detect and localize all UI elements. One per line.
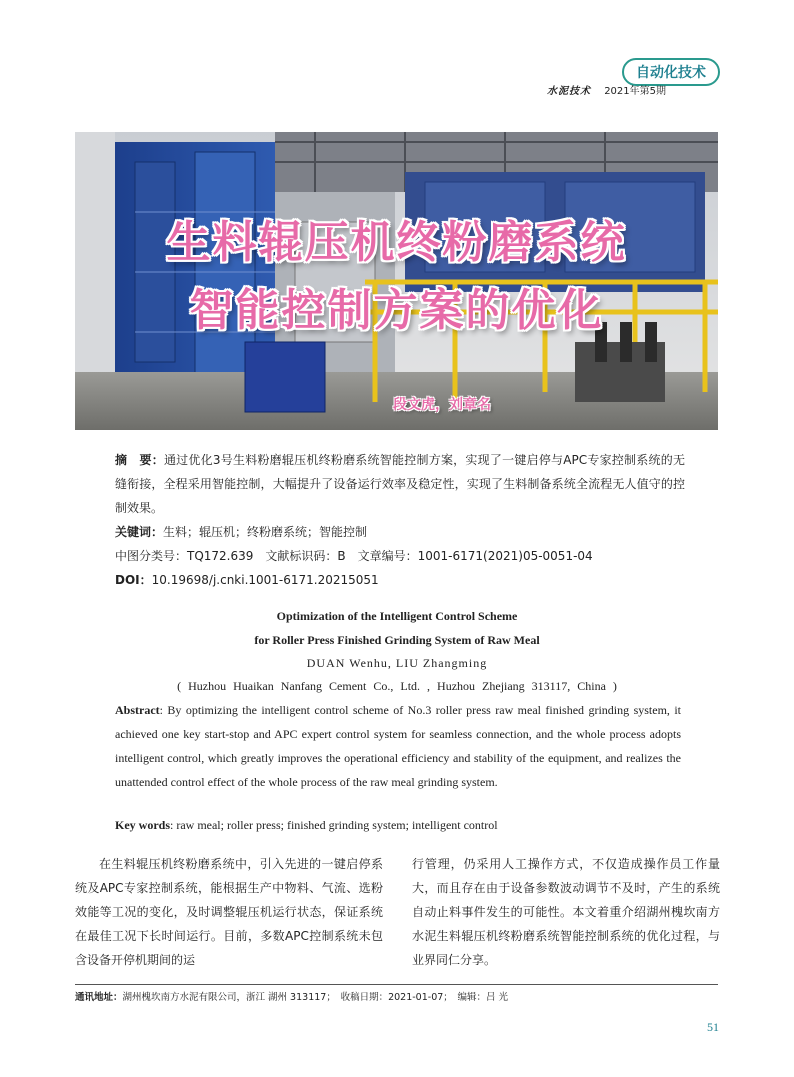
english-title-line-1: Optimization of the Intelligent Control Scheme <box>276 609 518 623</box>
doi-label: DOI： <box>115 573 152 587</box>
english-abstract-label: Abstract <box>115 703 160 717</box>
section-badge: 自动化技术 <box>622 58 720 86</box>
doi-link[interactable]: 10.19698/j.cnki.1001-6171.20215051 <box>151 573 379 587</box>
english-title-line-2: for Roller Press Finished Grinding System of Raw Meal <box>254 633 540 647</box>
english-keywords <box>115 818 498 833</box>
page-number: 51 <box>707 1020 719 1034</box>
footnote <box>75 989 508 1003</box>
doi-line <box>115 571 379 588</box>
english-affiliation: ( Huzhou Huaikan Nanfang Cement Co., Ltd. , Huzhou Zhejiang 313117, China ) <box>177 679 617 693</box>
body-column-right: 行管理，仍采用人工操作方式，不仅造成操作员工作量大，而且存在由于设备参数波动调节不及时，产生的系统自动止料事件发生的可能性。本文着重介绍湖州槐坎南方水泥生料辊压机终粉磨系统智能控制系统的优化过程，与业界同仁分享。 <box>412 857 720 967</box>
body-column-left: 在生料辊压机终粉磨系统中，引入先进的一键启停系统及APC专家控制系统，能根据生产中物料、气流、选粉效能等工况的变化，及时调整辊压机运行状态，保证系统在最佳工况下长时间运行。目前，多数APC控制系统未包含设备开停机期间的运 <box>75 857 383 967</box>
issue-label: 2021年第5期 <box>604 86 666 97</box>
article-title-line-1: 生料辊压机终粉磨系统 <box>166 217 627 268</box>
footnote-label: 通讯地址： <box>75 992 123 1003</box>
classification-text: 中图分类号：TQ172.639 文献标识码：B 文章编号：1001-6171(2021)05-0051-04 <box>115 549 593 563</box>
chinese-abstract <box>115 448 685 520</box>
journal-name: 水泥技术 <box>547 86 591 97</box>
chinese-keywords <box>115 523 367 540</box>
english-keywords-label: Key words <box>115 818 170 832</box>
english-keywords-text: : raw meal; roller press; finished grinding system; intelligent control <box>170 818 498 832</box>
footnote-divider <box>75 984 718 985</box>
cover-photo <box>75 132 718 430</box>
keywords-label: 关键词： <box>115 525 164 539</box>
article-title-line-2: 智能控制方案的优化 <box>189 285 604 336</box>
classification-line <box>115 547 593 564</box>
article-authors: 段文虎，刘章名 <box>393 397 491 413</box>
english-authors: DUAN Wenhu, LIU Zhangming <box>306 656 488 670</box>
running-header <box>547 82 666 97</box>
english-abstract-text: : By optimizing the intelligent control scheme of No.3 roller press raw meal finished grinding system, it achieved one key start-stop and APC expert control system for seamless connection, and the whole process adopts intelligent control, which greatly improves the operational efficiency and stability of the equipment, and realizes the unattended control effect of the whole process of the raw meal grinding system. <box>115 703 681 789</box>
footnote-text: 湖州槐坎南方水泥有限公司，浙江 湖州 313117； 收稿日期：2021-01-07； 编辑：吕 光 <box>122 992 509 1003</box>
keywords-text: 生料；辊压机；终粉磨系统；智能控制 <box>163 525 368 539</box>
abstract-text: 通过优化3号生料粉磨辊压机终粉磨系统智能控制方案，实现了一键启停与APC专家控制系统的无缝衔接，全程采用智能控制，大幅提升了设备运行效率及稳定性，实现了生料制备系统全流程无人值守的控制效果。 <box>115 453 685 515</box>
english-abstract <box>115 698 681 794</box>
abstract-label: 摘 要： <box>115 453 164 467</box>
